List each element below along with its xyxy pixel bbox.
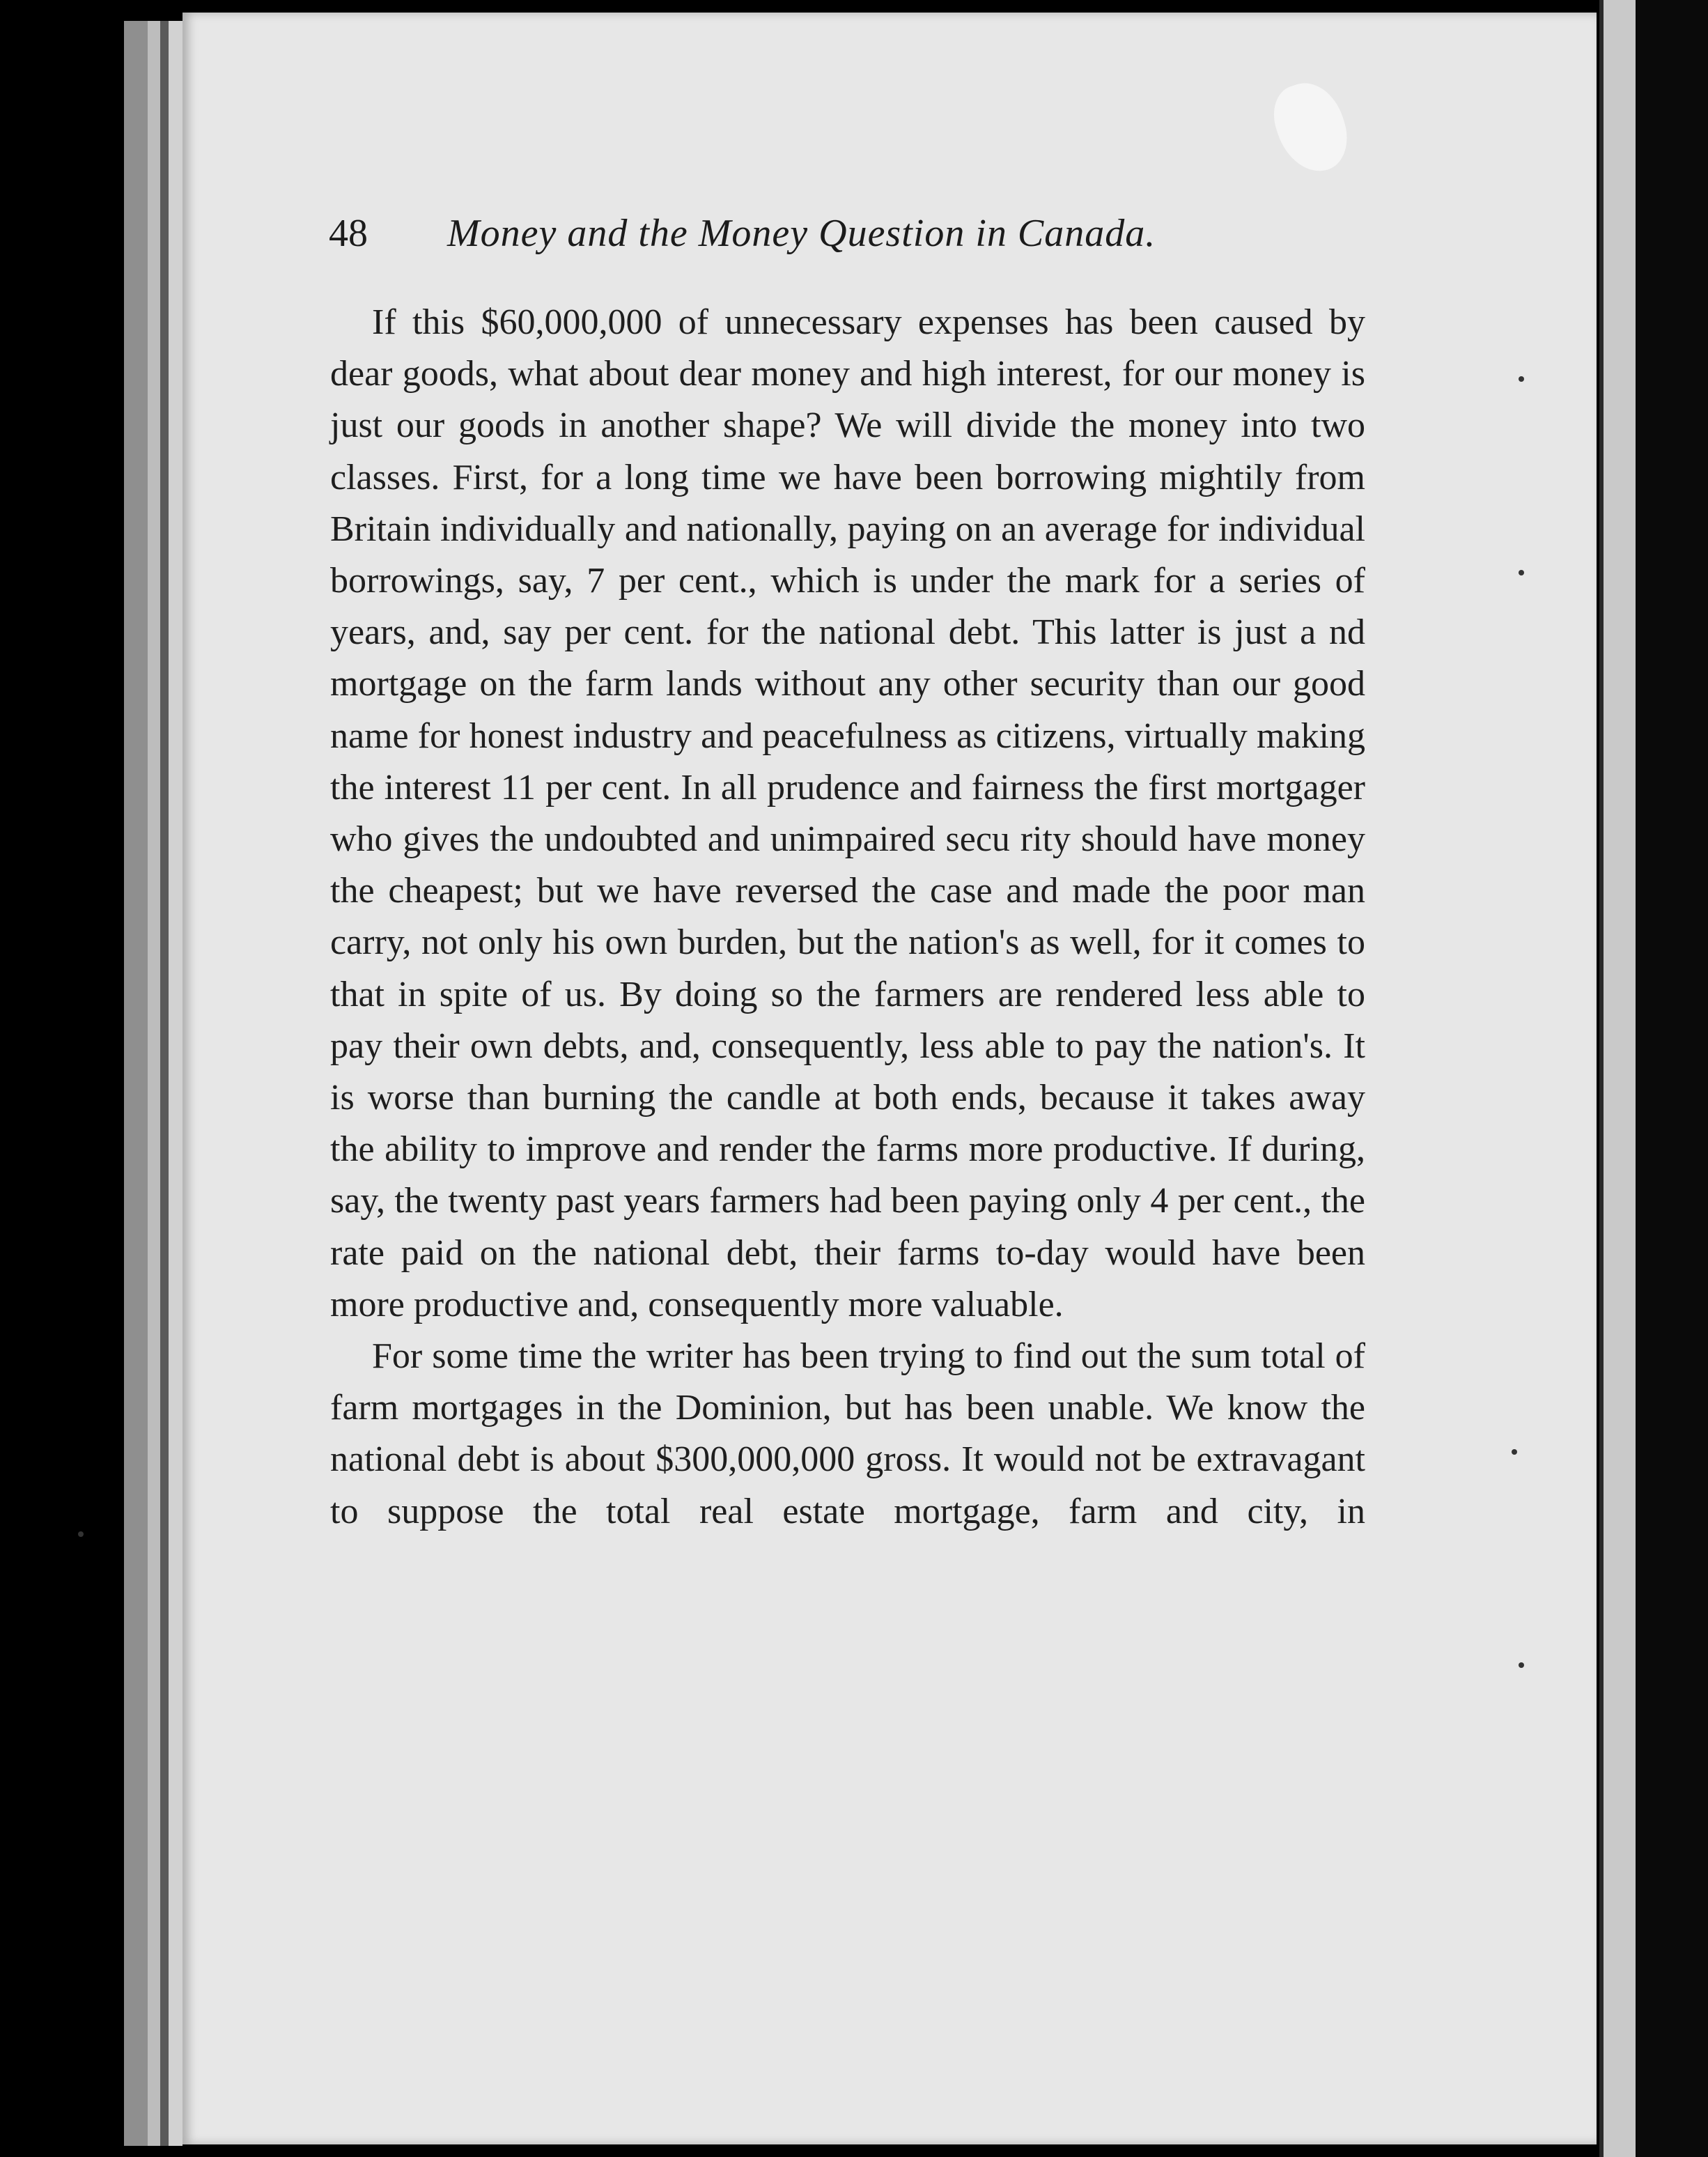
scan-speck: [1519, 570, 1524, 575]
body-text: [330, 297, 1365, 1538]
scan-speck: [1519, 376, 1524, 382]
binding-edge: [160, 21, 169, 2146]
page-number: 48: [329, 212, 368, 255]
running-title: Money and the Money Question in Canada.: [447, 212, 1156, 255]
binding-edge: [148, 21, 160, 2146]
scan-glare: [1265, 74, 1356, 180]
paragraph: For some time the writer has been trying to find out the sum total of farm mortgages in the Dominion, but has been unable. We know the national debt is about $300,000,000 gross. It would not be extravagant to suppose the total real estate mortgage, farm and city, in: [330, 1336, 1365, 1531]
scan-speck: [78, 1531, 84, 1537]
book-page: [183, 13, 1597, 2144]
scan-speck: [1519, 1662, 1524, 1668]
scan-background: [1636, 0, 1708, 2157]
scan-speck: [1512, 1449, 1517, 1455]
next-page-edge: [1599, 0, 1640, 2157]
running-head: [329, 211, 1471, 274]
paragraph: If this $60,000,000 of unnecessary expenses has been caused by dear goods, what about dear money and high interest, for our money is just our goods in another shape? We will divide the money into two classes. First, for a long time we have been borrowing mightily from Britain individually and nationally, paying on an average for individual borrowings, say, 7 per cent., which is under the mark for a series of years, and, say per cent. for the national debt. This latter is just a nd mortgage on the farm lands without any other security than our good name for honest industry and peacefulness as citizens, virtually making the interest 11 per cent. In all prudence and fairness the first mortgager who gives the undoubted and unimpaired secu rity should have money the cheapest; but we have reversed the case and made the poor man carry, not only his own burden, but the nation's as well, for it comes to that in spite of us. By doing so the farmers are rendered less able to pay their own debts, and, consequently, less able to pay the nation's. It is worse than burning the candle at both ends, because it takes away the ability to improve and render the farms more productive. If during, say, the twenty past years farmers had been paying only 4 per cent., the rate paid on the national debt, their farms to-day would have been more productive and, consequently more valuable.: [330, 302, 1365, 1324]
binding-edge: [124, 21, 148, 2146]
binding-edge: [169, 21, 183, 2146]
